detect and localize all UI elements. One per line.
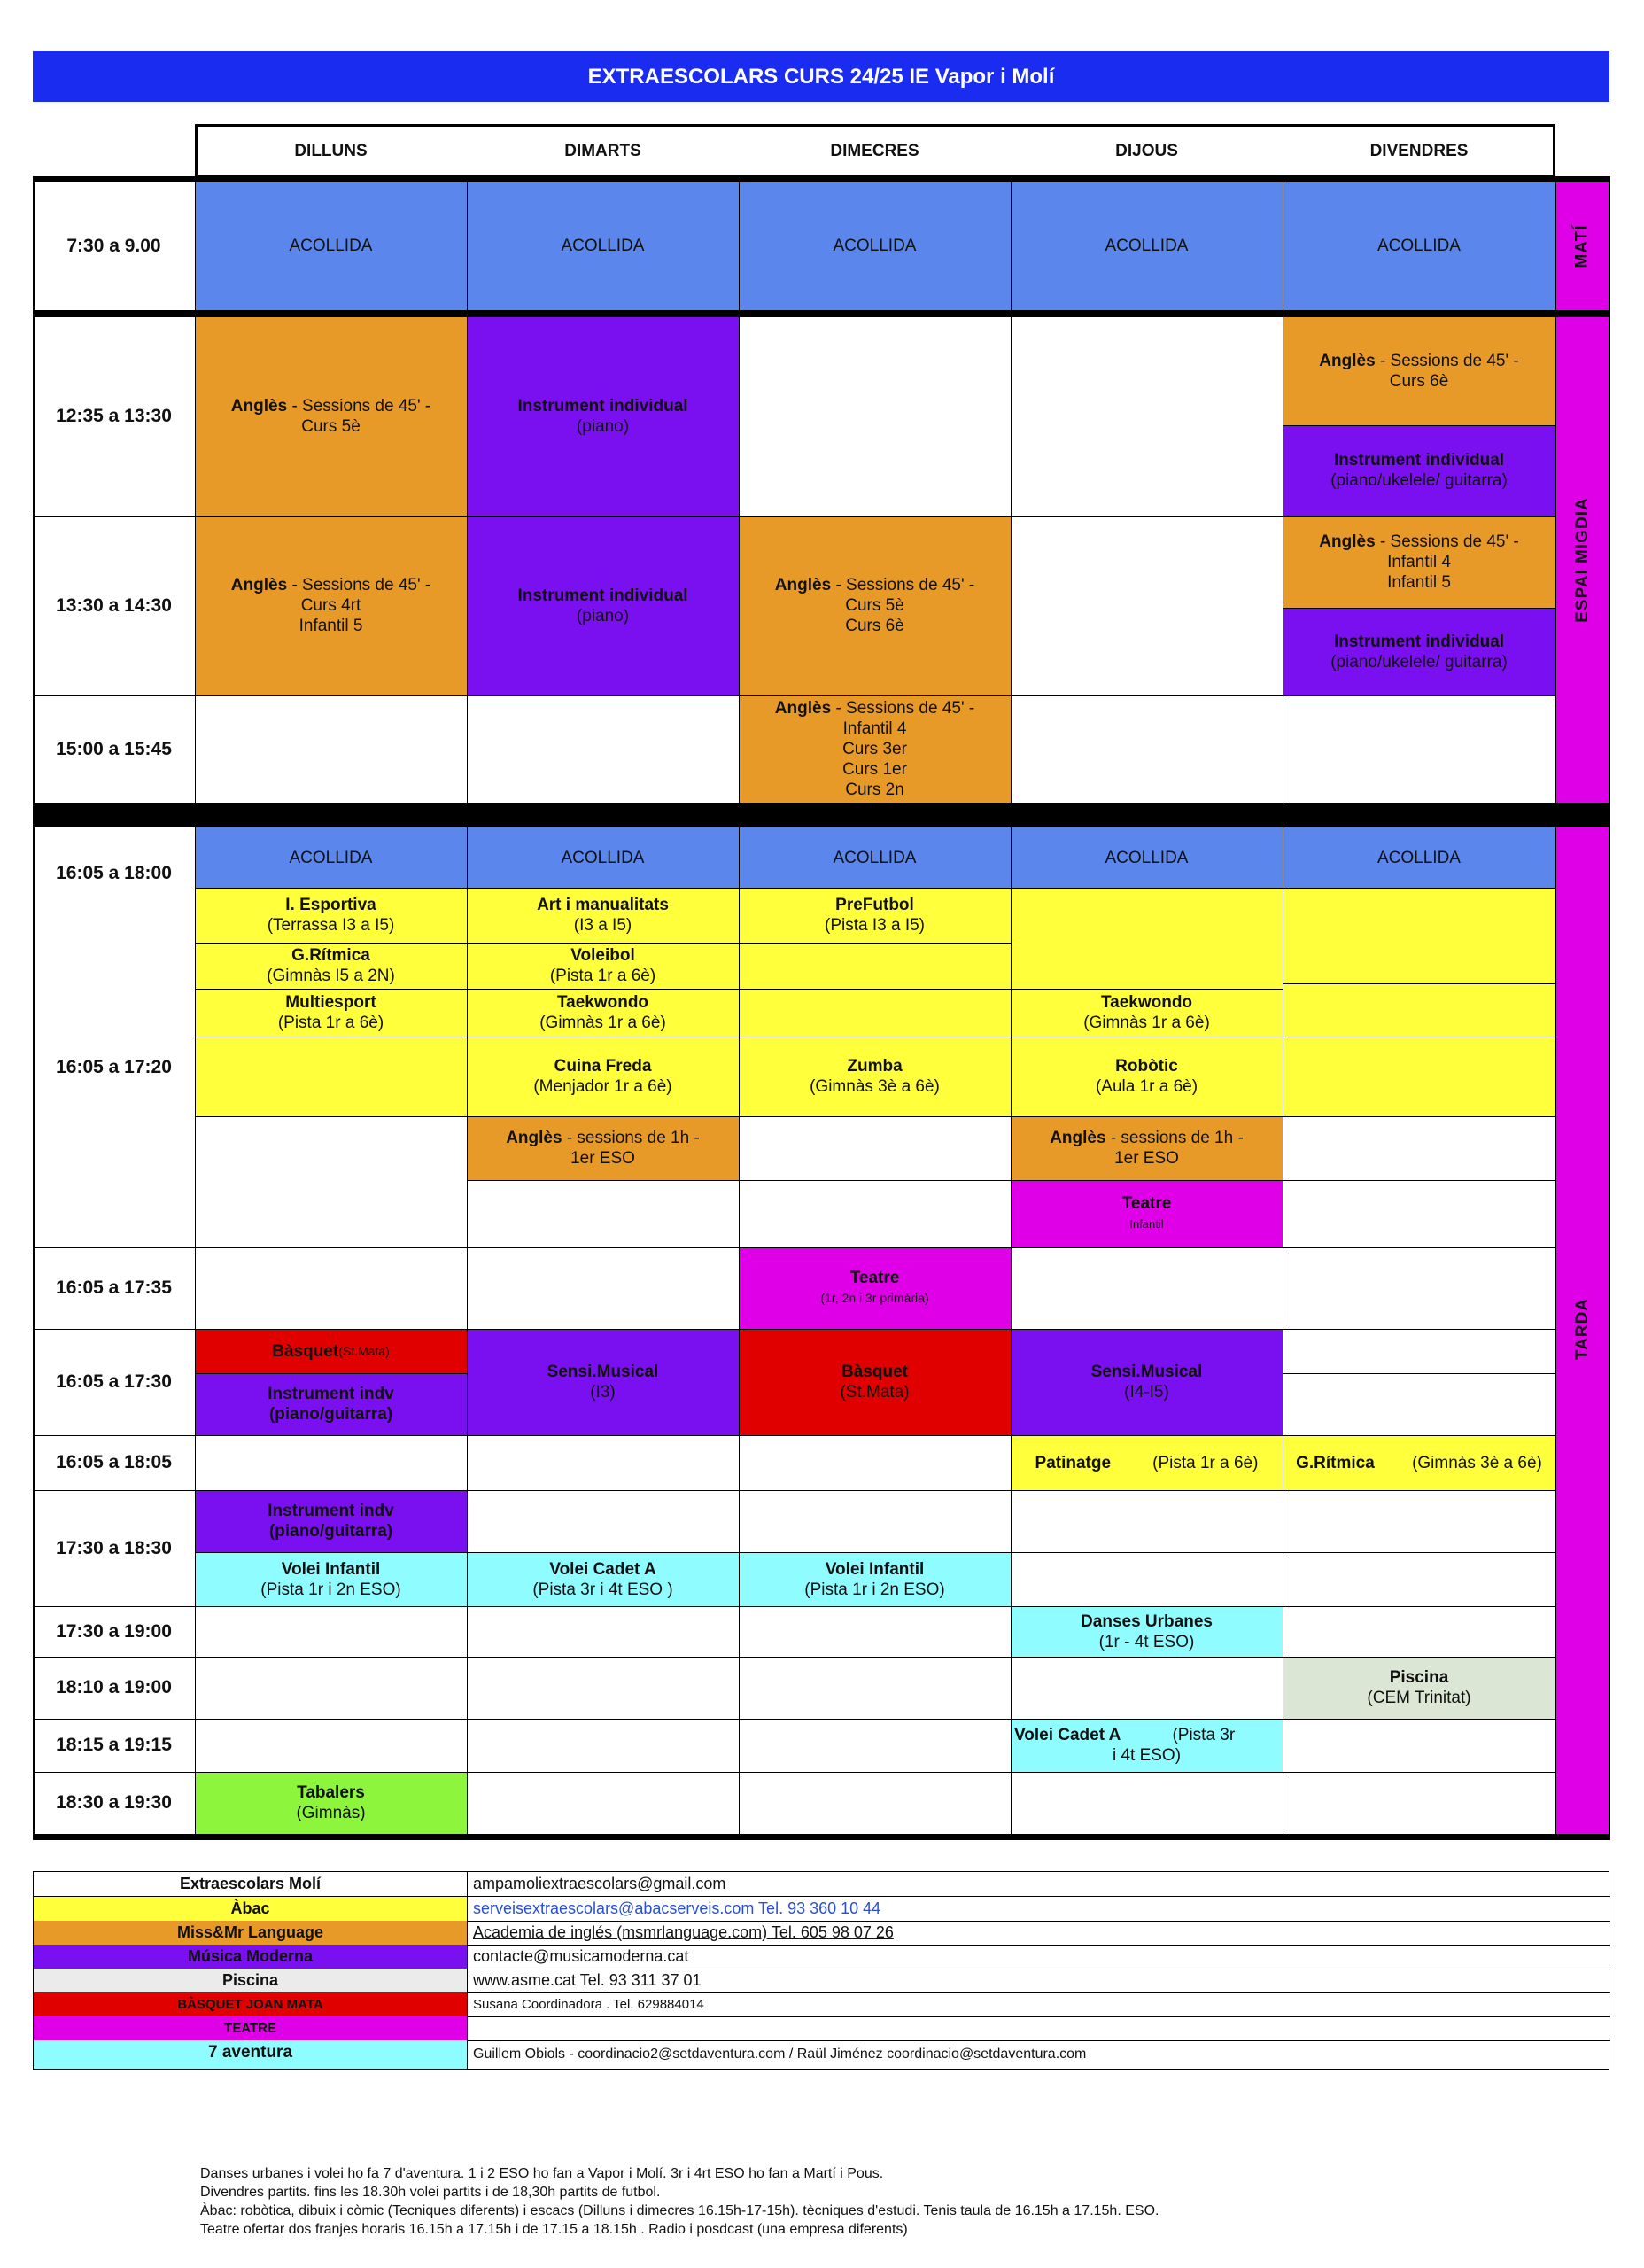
activity-cell-gritmica: G.Rítmica (Gimnàs 3è a 6è)	[1283, 1435, 1555, 1490]
time-slot: 16:05 a 17:35	[56, 1278, 172, 1298]
grid-line	[195, 989, 1283, 990]
activity-cell-instrument: Instrument individual (piano/ukelele/ guitarra)	[1283, 608, 1555, 695]
contact-row: Piscina www.asme.cat Tel. 93 311 37 01	[34, 1969, 1610, 1993]
grid-line	[195, 176, 196, 1834]
day-wednesday: DIMECRES	[830, 141, 919, 160]
contact-row: BÀSQUET JOAN MATA Susana Coordinadora . Tel. 629884014	[34, 1992, 1610, 2017]
activity-cell-angles: Anglès - Sessions de 45' - Curs 6è	[1283, 317, 1555, 425]
time-slot: 13:30 a 14:30	[56, 594, 172, 616]
grid-line	[33, 695, 1555, 696]
day-thursday: DIJOUS	[1115, 141, 1178, 160]
contact-row: Miss&Mr Language Academia de inglés (msmrlanguage.com) Tel. 605 98 07 26	[34, 1921, 1610, 1946]
grid-line	[195, 1116, 1555, 1117]
activity-cell-gritmica: G.Rítmica (Gimnàs I5 a 2N)	[267, 946, 395, 985]
activity-cell-taekwondo: Taekwondo (Gimnàs 1r a 6è)	[1083, 993, 1210, 1032]
activity-cell-angles: Anglès - sessions de 1h - 1er ESO	[467, 1116, 739, 1180]
grid-line	[33, 176, 1609, 182]
activity-cell-patinatge: Patinatge (Pista 1r a 6è)	[1011, 1435, 1283, 1490]
grid-line	[33, 516, 1555, 517]
activity-cell-piscina: Piscina (CEM Trinitat)	[1283, 1657, 1555, 1719]
activity-cell-prefutbol: PreFutbol (Pista I3 a I5)	[825, 896, 925, 935]
time-slot: 18:15 a 19:15	[56, 1735, 172, 1755]
activity-cell-instrument: Instrument individual (piano)	[467, 516, 739, 695]
activity-cell-basquet: Bàsquet (St.Mata)	[739, 1329, 1011, 1435]
activity-cell-taekwondo: Taekwondo (Gimnàs 1r a 6è)	[539, 993, 666, 1032]
grid-line	[195, 1552, 1555, 1553]
activity-cell-tabalers: Tabalers (Gimnàs)	[195, 1772, 467, 1834]
grid-line	[33, 310, 1609, 317]
acollida-cell: ACOLLIDA	[1283, 827, 1555, 888]
activity-cell-volei: Volei Infantil (Pista 1r i 2n ESO)	[739, 1552, 1011, 1606]
activity-cell-volei: Volei Cadet A (Pista 3r i 4t ESO )	[467, 1552, 739, 1606]
day-tuesday: DIMARTS	[564, 141, 641, 160]
contact-row: 7 aventura Guillem Obiols - coordinacio2@setdaventura.com / Raül Jiménez coordinacio@setdaventura.com	[34, 2040, 1610, 2069]
activity-cell-sensi: Sensi.Musical (I3)	[467, 1329, 739, 1435]
grid-line	[1555, 176, 1556, 1834]
grid-line	[1283, 983, 1555, 984]
acollida-cell: ACOLLIDA	[195, 827, 467, 888]
grid-line	[33, 1772, 1555, 1773]
time-slot: 17:30 a 18:30	[56, 1537, 172, 1558]
grid-line	[33, 176, 35, 1840]
acollida-cell: ACOLLIDA	[1283, 182, 1555, 310]
activity-cell-angles: Anglès - Sessions de 45' - Curs 5è	[195, 317, 467, 516]
activity-cell-instrument: Instrument indv (piano/guitarra)	[195, 1373, 467, 1435]
activity-cell-teatre: Teatre Infantil	[1011, 1180, 1283, 1247]
acollida-cell: ACOLLIDA	[467, 827, 739, 888]
grid-line	[33, 803, 1609, 827]
day-friday: DIVENDRES	[1369, 141, 1469, 160]
activity-cell-voleibol: Voleibol (Pista 1r a 6è)	[549, 946, 656, 985]
grid-line	[33, 1329, 1555, 1330]
footnotes	[200, 2164, 1159, 2239]
contact-link[interactable]: serveisextraescolars@abacserveis.com Tel. 93 360 10 44	[473, 1899, 881, 1917]
grid-line	[1283, 1373, 1555, 1374]
time-slot: 16:05 a 18:00	[56, 863, 172, 883]
acollida-cell: ACOLLIDA	[195, 182, 467, 310]
activity-cell-angles: Anglès - Sessions de 45' - Infantil 4 Curs 3er Curs 1er Curs 2n	[739, 695, 1011, 803]
note-line: Àbac: robòtica, dibuix i còmic (Tecniques diferents) i escacs (Dilluns i dimecres 16.15h-17-15h). tècniques d'estudi. Tenis taula de 16.15h a 17.15h. ESO.	[200, 2203, 1159, 2218]
activity-cell-teatre: Teatre (1r, 2n i 3r primària)	[739, 1247, 1011, 1329]
time-slot: 15:00 a 15:45	[56, 738, 172, 759]
note-line: Divendres partits. fins les 18.30h volei partits i de 18,30h partits de futbol.	[200, 2185, 661, 2200]
note-line: Danses urbanes i volei ho fa 7 d'aventura. 1 i 2 ESO ho fan a Vapor i Molí. 3r i 4rt ESO ho fan a Martí i Pous.	[200, 2166, 884, 2181]
contact-link[interactable]: Academia de inglés (msmrlanguage.com) Tel. 605 98 07 26	[473, 1923, 894, 1941]
activity-cell-instrument: Instrument individual (piano/ukelele/ guitarra)	[1283, 425, 1555, 516]
grid-line	[1283, 425, 1555, 426]
grid-line	[33, 1834, 1609, 1840]
grid-line	[33, 1490, 1555, 1491]
acollida-cell: ACOLLIDA	[739, 182, 1011, 310]
grid-line	[467, 1180, 1555, 1181]
activity-cell-esportiva: I. Esportiva (Terrassa I3 a I5)	[267, 896, 395, 935]
grid-line	[33, 1657, 1555, 1658]
acollida-cell: ACOLLIDA	[739, 827, 1011, 888]
time-slot: 16:05 a 18:05	[56, 1452, 172, 1472]
day-monday: DILLUNS	[294, 141, 368, 160]
activity-cell-basquet: Bàsquet (St.Mata)	[195, 1329, 467, 1373]
acollida-cell: ACOLLIDA	[467, 182, 739, 310]
activity-cell-angles: Anglès - sessions de 1h - 1er ESO	[1011, 1116, 1283, 1180]
acollida-cell: ACOLLIDA	[1011, 182, 1283, 310]
grid-line	[33, 1606, 1555, 1607]
contact-row: Àbac serveisextraescolars@abacserveis.com Tel. 93 360 10 44	[34, 1897, 1610, 1922]
section-tarda: TARDA	[1555, 824, 1610, 1834]
time-slot: 16:05 a 17:30	[56, 1371, 172, 1392]
activity-cell-art: Art i manualitats (I3 a I5)	[537, 896, 669, 935]
section-mati: MATÍ	[1555, 182, 1610, 310]
activity-cell-angles: Anglès - Sessions de 45' - Curs 5è Curs 6è	[739, 516, 1011, 695]
note-line: Teatre ofertar dos franjes horaris 16.15h a 17.15h i de 17.15 a 18.15h . Radio i posdcast (una empresa diferents)	[200, 2222, 908, 2237]
activity-cell-robotic: Robòtic (Aula 1r a 6è)	[1095, 1057, 1198, 1096]
grid-line	[33, 1247, 1555, 1248]
grid-line	[33, 1719, 1555, 1720]
activity-cell-cuina: Cuina Freda (Menjador 1r a 6è)	[533, 1057, 672, 1096]
time-slot: 17:30 a 19:00	[56, 1620, 172, 1642]
activity-cell-angles: Anglès - Sessions de 45' - Infantil 4 Infantil 5	[1283, 516, 1555, 608]
grid-line	[33, 1435, 1555, 1436]
contact-row: TEATRE	[34, 2016, 1610, 2041]
grid-line	[1011, 176, 1012, 1834]
grid-line	[1283, 608, 1555, 609]
time-slot: 18:30 a 19:30	[56, 1792, 172, 1813]
acollida-cell: ACOLLIDA	[1011, 827, 1283, 888]
activity-cell-volei: Volei Cadet A (Pista 3r i 4t ESO)	[1011, 1719, 1283, 1772]
time-slot: 12:35 a 13:30	[56, 406, 172, 426]
grid-line	[195, 943, 1011, 944]
grid-line	[467, 176, 468, 1834]
activity-cell-multiesport: Multiesport (Pista 1r a 6è)	[277, 993, 384, 1032]
contacts-table	[33, 1871, 1609, 2070]
time-slot: 7:30 a 9.00	[66, 235, 161, 256]
section-migdia: ESPAI MIGDIA	[1555, 317, 1610, 803]
grid-line	[195, 888, 1555, 889]
page-title: EXTRAESCOLARS CURS 24/25 IE Vapor i Molí	[33, 51, 1609, 102]
time-slot: 16:05 a 17:20	[56, 1057, 172, 1077]
contact-row: Extraescolars Molí ampamoliextraescolars@gmail.com	[34, 1872, 1610, 1897]
activity-cell-volei: Volei Infantil (Pista 1r i 2n ESO)	[195, 1552, 467, 1606]
grid-line	[1609, 176, 1610, 1840]
grid-line	[195, 1373, 467, 1374]
activity-cell-instrument: Instrument individual (piano)	[467, 317, 739, 516]
grid-line	[739, 176, 740, 1834]
activity-cell-instrument: Instrument indv (piano/guitarra)	[195, 1490, 467, 1552]
time-slot: 18:10 a 19:00	[56, 1677, 172, 1697]
activity-cell-danses: Danses Urbanes (1r - 4t ESO)	[1011, 1606, 1283, 1657]
contact-row: Música Moderna contacte@musicamoderna.cat	[34, 1945, 1610, 1969]
activity-cell-zumba: Zumba (Gimnàs 3è a 6è)	[810, 1057, 940, 1096]
activity-cell-angles: Anglès - Sessions de 45' - Curs 4rt Infantil 5	[195, 516, 467, 695]
activity-cell-sensi: Sensi.Musical (I4-I5)	[1011, 1329, 1283, 1435]
